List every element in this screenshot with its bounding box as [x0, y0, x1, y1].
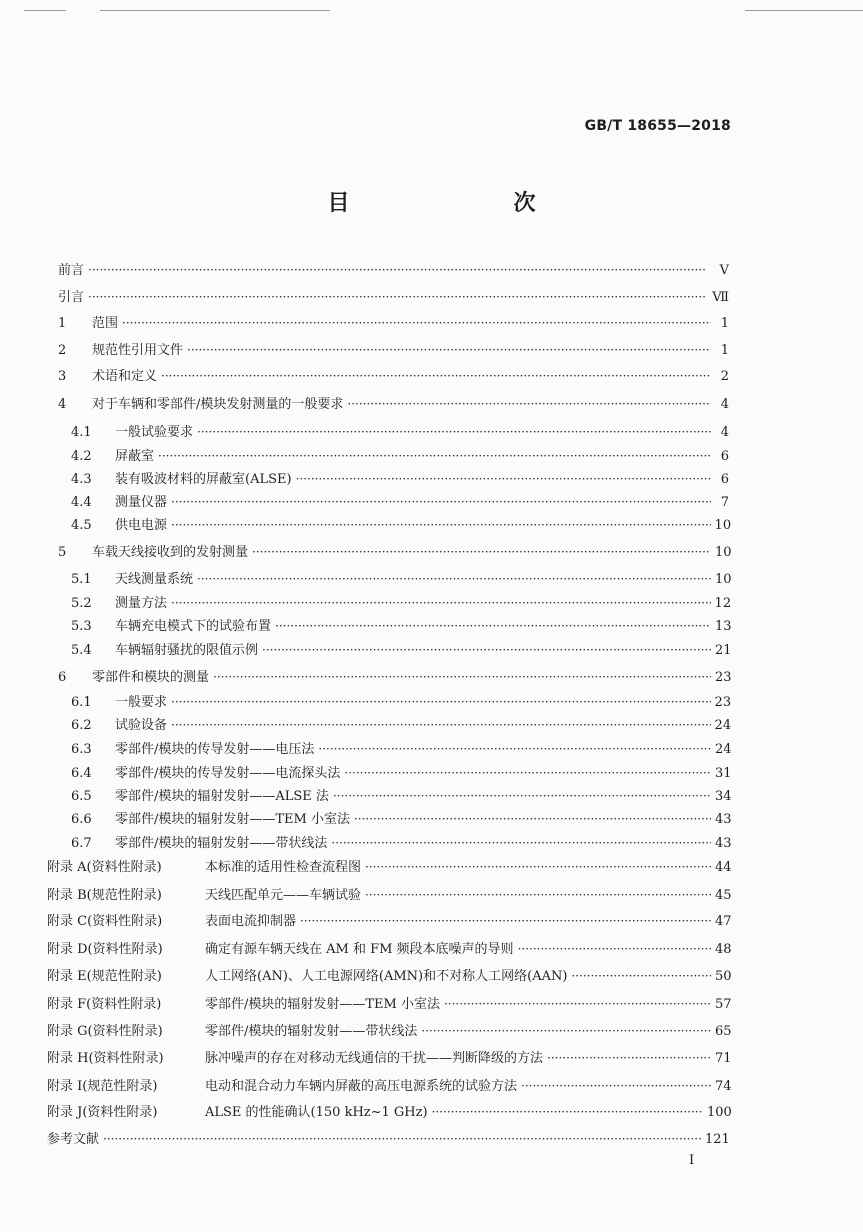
toc-entry-title: 零部件/模块的辐射发射——TEM 小室法 [205, 997, 440, 1012]
toc-entry-page: Ⅶ [712, 290, 729, 305]
page-number: Ⅰ [689, 1153, 695, 1168]
toc-entry-title: 表面电流抑制器 [205, 914, 297, 929]
toc-entry-page: 34 [715, 789, 732, 804]
toc-entry[interactable] [71, 693, 732, 712]
toc-leader-dots [161, 367, 711, 385]
toc-entry-title: 一般要求 [115, 695, 168, 710]
toc-leader-dots [365, 886, 711, 904]
toc-entry[interactable] [71, 447, 729, 466]
toc-leader-dots [331, 834, 711, 852]
toc-entry-title: 车辆充电模式下的试验布置 [115, 619, 272, 634]
toc-entry-number: 3 [58, 369, 67, 384]
toc-entry-page: 121 [704, 1132, 730, 1147]
toc-leader-dots [122, 314, 711, 332]
toc-entry-number: 6.1 [71, 695, 92, 710]
toc-entry-number: 附录 A(资料性附录) [47, 860, 162, 875]
toc-entry[interactable] [71, 641, 732, 660]
toc-entry-title: 零部件/模块的辐射发射——TEM 小室法 [115, 812, 350, 827]
toc-entry-page: 48 [715, 942, 732, 957]
toc-entry-number: 6.2 [71, 718, 92, 733]
toc-entry-page: 12 [714, 596, 732, 611]
toc-entry-number: 附录 B(规范性附录) [47, 888, 162, 903]
toc-entry-number: 附录 D(资料性附录) [47, 942, 163, 957]
toc-entry-page: 57 [715, 997, 732, 1012]
toc-entry-number: 6.7 [71, 836, 92, 851]
toc-entry[interactable] [58, 367, 729, 386]
toc-entry-page: 4 [720, 425, 729, 440]
toc-leader-dots [518, 940, 711, 958]
toc-entry-number: 4.2 [71, 449, 92, 464]
toc-entry-page: 4 [720, 397, 729, 412]
toc-entry[interactable] [58, 668, 732, 687]
toc-leader-dots [252, 543, 711, 561]
toc-leader-dots [333, 787, 711, 805]
toc-entry-page: 43 [715, 836, 732, 851]
toc-leader-dots [171, 594, 711, 612]
toc-entry-title: 脉冲噪声的存在对移动无线通信的干扰——判断降级的方法 [205, 1051, 544, 1066]
toc-entry-title: 天线测量系统 [115, 572, 194, 587]
toc-leader-dots [432, 1103, 703, 1121]
toc-leader-dots [197, 423, 711, 441]
toc-entry[interactable] [71, 740, 732, 759]
toc-entry-number: 6 [58, 670, 67, 685]
toc-entry-title: 人工网络(AN)、人工电源网络(AMN)和不对称人工网络(AAN) [205, 969, 568, 984]
standard-number: GB/T 18655—2018 [584, 118, 731, 134]
toc-entry-title: 零部件/模块的传导发射——电压法 [115, 742, 315, 757]
toc-entry[interactable] [71, 787, 732, 806]
toc-entry-page: Ⅴ [719, 263, 729, 278]
toc-entry-title: 对于车辆和零部件/模块发射测量的一般要求 [92, 397, 344, 412]
toc-entry[interactable] [71, 470, 729, 489]
toc-entry-number: 附录 H(资料性附录) [47, 1051, 164, 1066]
toc-entry-title: 零部件/模块的辐射发射——带状线法 [205, 1024, 418, 1039]
toc-entry-title: 电动和混合动力车辆内屏蔽的高压电源系统的试验方法 [205, 1079, 518, 1094]
toc-entry[interactable] [47, 1022, 732, 1041]
toc-entry-title: ALSE 的性能确认(150 kHz~1 GHz) [205, 1105, 428, 1120]
toc-entry-page: 1 [720, 343, 729, 358]
toc-entry-page: 50 [715, 969, 732, 984]
toc-entry-page: 7 [720, 495, 729, 510]
toc-leader-dots [197, 570, 711, 588]
toc-leader-dots [103, 1130, 701, 1148]
toc-entry-number: 6.6 [71, 812, 92, 827]
toc-entry-page: 24 [715, 742, 732, 757]
toc-entry[interactable] [47, 1049, 732, 1068]
toc-entry[interactable] [71, 716, 732, 735]
toc-leader-dots [300, 912, 711, 930]
toc-entry[interactable] [47, 1130, 729, 1149]
scan-artifact-left [24, 10, 66, 11]
toc-entry-page: 71 [715, 1051, 732, 1066]
toc-entry-number: 附录 G(资料性附录) [47, 1024, 163, 1039]
toc-entry-number: 附录 F(资料性附录) [47, 997, 162, 1012]
toc-entry[interactable] [47, 995, 732, 1014]
toc-entry-page: 21 [715, 643, 732, 658]
toc-leader-dots [88, 261, 711, 279]
toc-entry[interactable] [58, 341, 729, 360]
toc-leader-dots [344, 764, 711, 782]
toc-entry-page: 65 [715, 1024, 732, 1039]
toc-entry-page: 45 [715, 888, 732, 903]
toc-entry-title: 零部件和模块的测量 [92, 670, 210, 685]
toc-entry-page: 100 [707, 1105, 732, 1120]
toc-entry[interactable] [47, 886, 732, 905]
toc-leader-dots [171, 493, 711, 511]
toc-entry[interactable] [47, 967, 732, 986]
toc-leader-dots [88, 288, 708, 306]
toc-entry[interactable] [58, 543, 732, 562]
toc-entry-number: 5.3 [71, 619, 92, 634]
toc-entry-number: 6.5 [71, 789, 92, 804]
toc-entry-number: 附录 E(规范性附录) [47, 969, 162, 984]
toc-leader-dots [171, 516, 711, 534]
scan-artifact-mid [100, 10, 330, 11]
toc-leader-dots [213, 668, 711, 686]
toc-entry-title: 规范性引用文件 [92, 343, 184, 358]
toc-entry-title: 参考文献 [47, 1132, 100, 1147]
toc-leader-dots [521, 1077, 711, 1095]
toc-entry-page: 23 [715, 670, 732, 685]
toc-entry-title: 术语和定义 [92, 369, 158, 384]
toc-leader-dots [547, 1049, 711, 1067]
toc-entry[interactable] [47, 912, 732, 931]
toc-leader-dots [171, 716, 711, 734]
toc-leader-dots [318, 740, 711, 758]
toc-entry-title: 供电电源 [115, 518, 168, 533]
toc-leader-dots [347, 395, 711, 413]
toc-entry-page: 24 [714, 718, 732, 733]
toc-entry-number: 附录 C(资料性附录) [47, 914, 163, 929]
toc-entry-title: 试验设备 [115, 718, 168, 733]
toc-entry-number: 6.3 [71, 742, 92, 757]
toc-entry-number: 附录 J(资料性附录) [47, 1105, 158, 1120]
toc-entry-page: 2 [720, 369, 729, 384]
toc-entry-number: 4.4 [71, 495, 92, 510]
toc-entry-page: 6 [720, 449, 729, 464]
toc-entry-title: 天线匹配单元——车辆试验 [205, 888, 362, 903]
toc-entry[interactable] [71, 834, 732, 853]
toc-entry-page: 47 [715, 914, 732, 929]
toc-entry-page: 23 [714, 695, 732, 710]
toc-entry-title: 零部件/模块的辐射发射——ALSE 法 [115, 789, 329, 804]
toc-entry-title: 车辆辐射骚扰的限值示例 [115, 643, 259, 658]
toc-entry-page: 1 [720, 316, 729, 331]
toc-entry[interactable] [58, 288, 729, 307]
toc-entry-number: 6.4 [71, 766, 92, 781]
toc-entry-title: 零部件/模块的传导发射——电流探头法 [115, 766, 341, 781]
toc-entry-title: 车载天线接收到的发射测量 [92, 545, 249, 560]
toc-leader-dots [275, 617, 711, 635]
toc-entry[interactable] [71, 764, 732, 783]
toc-entry[interactable] [71, 810, 732, 829]
toc-entry-title: 装有吸波材料的屏蔽室(ALSE) [115, 472, 292, 487]
toc-entry[interactable] [58, 314, 729, 333]
toc-leader-dots [444, 995, 711, 1013]
toc-entry[interactable] [47, 940, 732, 959]
toc-entry[interactable] [71, 594, 732, 613]
toc-leader-dots [158, 447, 711, 465]
toc-entry-page: 10 [715, 545, 732, 560]
toc-leader-dots [571, 967, 711, 985]
toc-entry[interactable] [47, 1103, 732, 1122]
page-title: 目 次 [327, 191, 576, 216]
toc-leader-dots [354, 810, 711, 828]
toc-leader-dots [365, 858, 711, 876]
toc-entry-number: 4.1 [71, 425, 92, 440]
toc-entry-number: 4.3 [71, 472, 92, 487]
toc-entry[interactable] [58, 395, 729, 414]
toc-entry[interactable] [47, 858, 732, 877]
toc-entry[interactable] [71, 516, 732, 535]
toc-entry-number: 4.5 [71, 518, 92, 533]
toc-entry-number: 附录 I(规范性附录) [47, 1079, 158, 1094]
toc-entry[interactable] [71, 423, 729, 442]
toc-entry-number: 2 [58, 343, 67, 358]
toc-entry-title: 确定有源车辆天线在 AM 和 FM 频段本底噪声的导则 [205, 942, 514, 957]
toc-entry-page: 43 [715, 812, 732, 827]
toc-leader-dots [262, 641, 711, 659]
toc-entry-page: 10 [714, 518, 732, 533]
toc-entry-title: 测量方法 [115, 596, 168, 611]
toc-entry[interactable] [58, 261, 729, 280]
toc-entry-title: 范围 [92, 316, 119, 331]
toc-entry-page: 44 [715, 860, 732, 875]
toc-entry-page: 10 [715, 572, 732, 587]
toc-entry-page: 74 [715, 1079, 732, 1094]
toc-entry-number: 5.2 [71, 596, 92, 611]
toc-entry[interactable] [71, 617, 732, 636]
toc-entry-title: 测量仪器 [115, 495, 168, 510]
toc-entry-title: 前言 [58, 263, 85, 278]
toc-entry-title: 零部件/模块的辐射发射——带状线法 [115, 836, 328, 851]
toc-leader-dots [296, 470, 711, 488]
toc-entry-title: 屏蔽室 [115, 449, 155, 464]
toc-entry-title: 引言 [58, 290, 85, 305]
toc-entry-number: 5.1 [71, 572, 92, 587]
toc-entry[interactable] [71, 493, 729, 512]
toc-entry-page: 6 [720, 472, 729, 487]
toc-entry[interactable] [47, 1077, 732, 1096]
toc-entry-page: 31 [715, 766, 732, 781]
toc-entry-page: 13 [715, 619, 732, 634]
toc-entry-number: 4 [58, 397, 67, 412]
toc-entry-title: 本标准的适用性检查流程图 [205, 860, 362, 875]
scan-artifact-right [745, 10, 863, 11]
toc-entry-number: 5.4 [71, 643, 92, 658]
toc-leader-dots [421, 1022, 711, 1040]
toc-leader-dots [187, 341, 711, 359]
toc-leader-dots [171, 693, 711, 711]
toc-entry-number: 1 [58, 316, 67, 331]
toc-entry-number: 5 [58, 545, 67, 560]
toc-entry[interactable] [71, 570, 732, 589]
toc-entry-title: 一般试验要求 [115, 425, 194, 440]
